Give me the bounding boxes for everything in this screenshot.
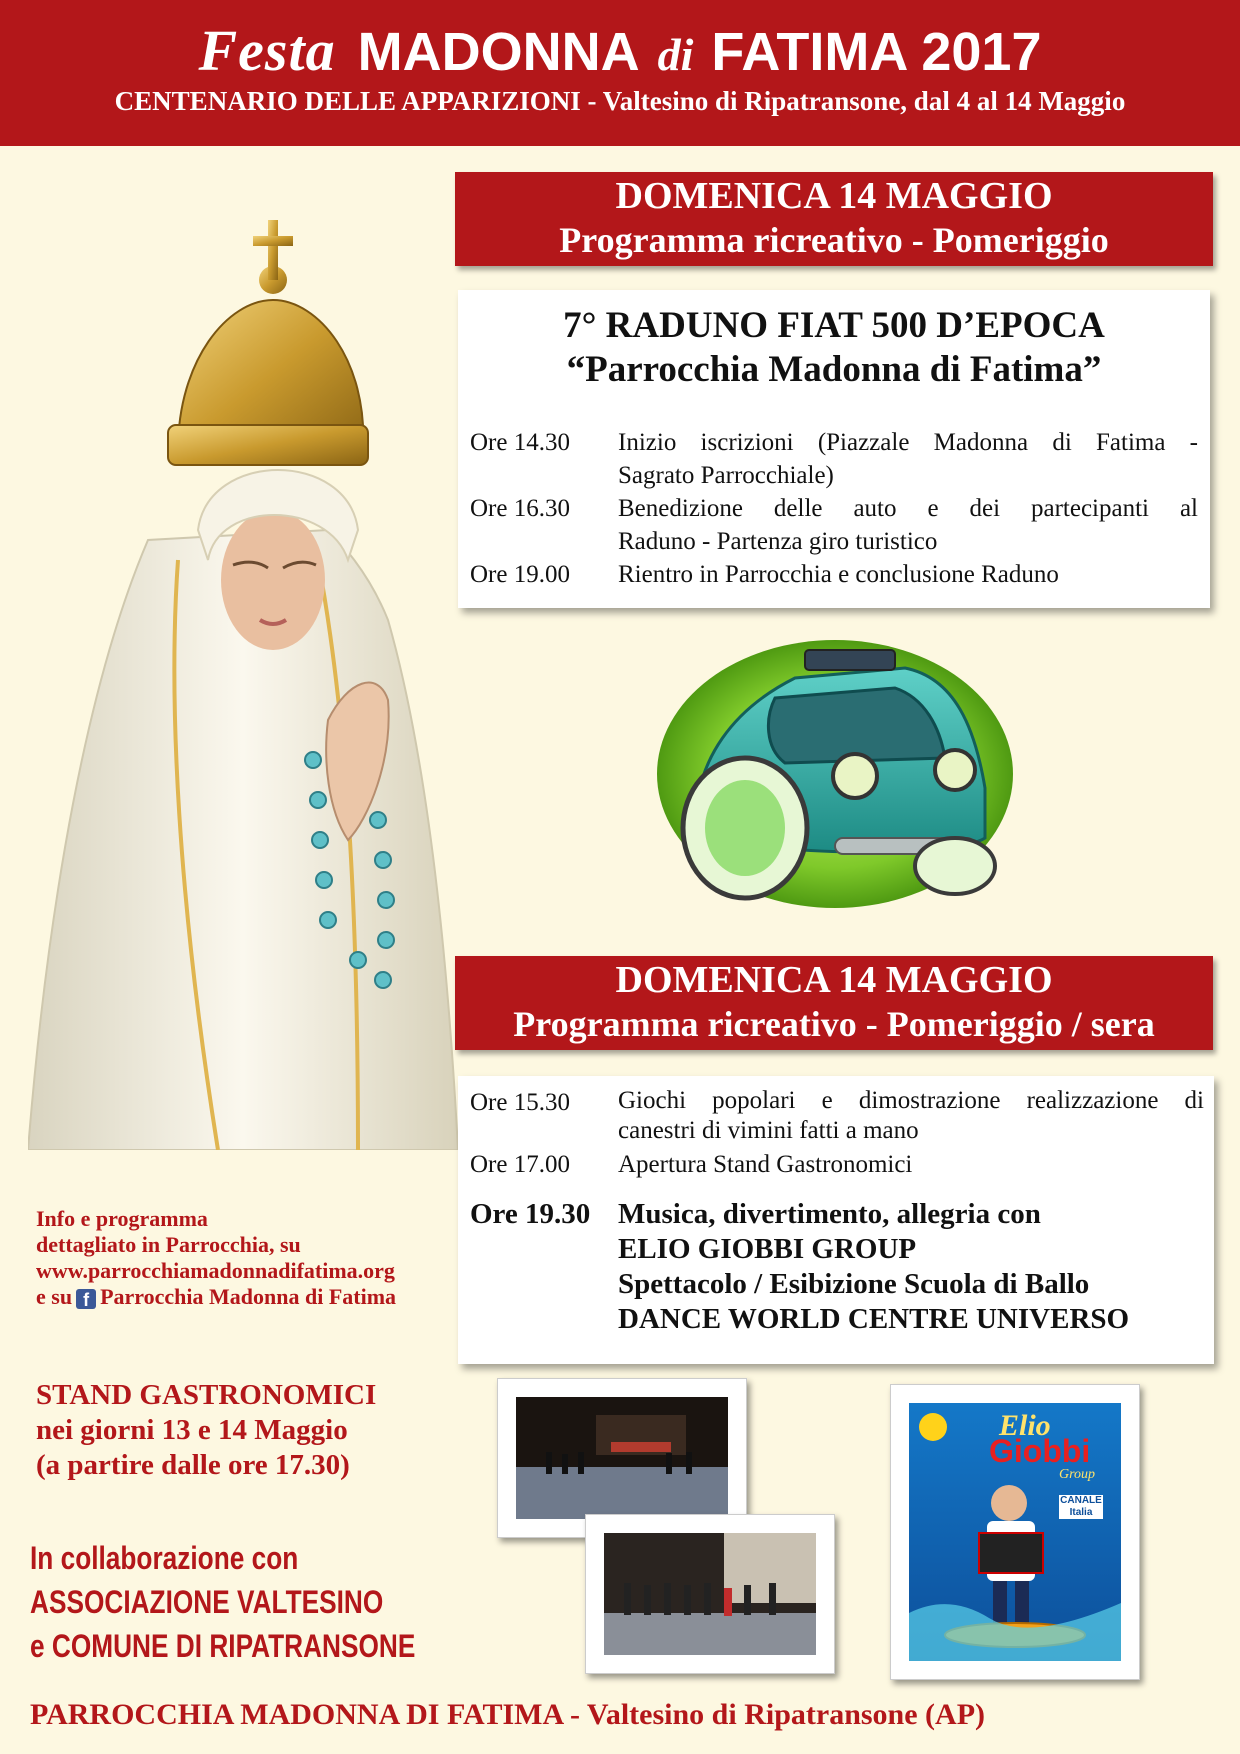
channel-line: CANALE — [1060, 1495, 1102, 1506]
schedule-row — [470, 1086, 1204, 1146]
facebook-page-link[interactable]: Parrocchia Madonna di Fatima — [100, 1284, 397, 1309]
poster-name-elio: Elio — [999, 1409, 1051, 1442]
stand-line: (a partire dalle ore 17.30) — [36, 1449, 350, 1481]
channel-line: Italia — [1069, 1507, 1093, 1518]
header-banner — [0, 0, 1240, 146]
poster-name-giobbi: Giobbi — [989, 1433, 1091, 1469]
schedule-time: Ore 16.30 — [470, 495, 570, 522]
info-line: Info e programma — [36, 1206, 208, 1231]
collab-line: ASSOCIAZIONE VALTESINO — [30, 1584, 384, 1620]
facebook-line — [36, 1284, 396, 1310]
schedule-time: Ore 15.30 — [470, 1089, 570, 1116]
section2-banner — [455, 956, 1213, 1050]
highlight-line: ELIO GIOBBI GROUP — [618, 1233, 917, 1265]
highlight-row — [470, 1197, 1204, 1337]
section1-banner — [455, 172, 1213, 266]
highlight-line: Spettacolo / Esibizione Scuola di Ballo — [618, 1268, 1090, 1300]
poster-image — [909, 1403, 1121, 1661]
header-subtitle: CENTENARIO DELLE APPARIZIONI - Valtesino di Ripatransone, dal 4 al 14 Maggio — [114, 86, 1126, 116]
schedule-desc — [618, 492, 1198, 558]
footer-text: PARROCCHIA MADONNA DI FATIMA - Valtesino di Ripatransone (AP) — [30, 1698, 986, 1731]
facebook-icon: f — [76, 1289, 96, 1309]
accordion-player-figure — [909, 1403, 1121, 1661]
title-fatima-year: FATIMA 2017 — [711, 22, 1042, 82]
schedule-desc-line: Raduno - Partenza giro turistico — [618, 528, 938, 555]
schedule-desc-line: Sagrato Parrocchiale) — [618, 462, 834, 489]
title-di: di — [657, 29, 694, 80]
schedule-desc: Rientro in Parrocchia e conclusione Raduno — [618, 561, 1059, 588]
poster-name-group: Group — [1059, 1467, 1096, 1482]
schedule-desc-line: Inizio iscrizioni (Piazzale Madonna di Fatima - — [618, 429, 1198, 456]
schedule-row — [470, 492, 1198, 558]
info-block — [36, 1206, 396, 1310]
stand-block — [36, 1378, 376, 1483]
collab-line: In collaborazione con — [30, 1540, 299, 1576]
schedule-desc-line: Benedizione delle auto e dei partecipanti al — [618, 495, 1198, 522]
section2-date: DOMENICA 14 MAGGIO — [615, 959, 1053, 1001]
schedule-time: Ore 14.30 — [470, 429, 570, 456]
schedule-desc-line: canestri di vimini fatti a mano — [618, 1117, 919, 1144]
stand-line: STAND GASTRONOMICI — [36, 1379, 377, 1411]
collab-line: e COMUNE DI RIPATRANSONE — [30, 1628, 416, 1664]
highlight-time: Ore 19.30 — [470, 1198, 591, 1230]
fiat-500-image — [655, 638, 1015, 910]
schedule-desc: Apertura Stand Gastronomici — [618, 1151, 913, 1178]
schedule-desc-line: Giochi popolari e dimostrazione realizzazione di — [618, 1087, 1204, 1114]
schedule-row — [470, 426, 1198, 492]
highlight-line: Musica, divertimento, allegria con — [618, 1198, 1041, 1230]
section1-program: Programma ricreativo - Pomeriggio — [559, 220, 1109, 260]
highlight-desc — [618, 1197, 1204, 1337]
title-festa: Festa — [198, 18, 336, 83]
schedule-desc — [618, 1086, 1204, 1146]
madonna-statue-image — [28, 200, 458, 1150]
section1-date: DOMENICA 14 MAGGIO — [615, 175, 1053, 217]
raduno-subtitle: “Parrocchia Madonna di Fatima” — [566, 349, 1102, 390]
highlight-line: DANCE WORLD CENTRE UNIVERSO — [618, 1303, 1130, 1335]
schedule-time: Ore 17.00 — [470, 1151, 570, 1178]
raduno-title: 7° RADUNO FIAT 500 D’EPOCA — [563, 305, 1105, 346]
dance-scene-image — [516, 1397, 728, 1519]
dance-photo-2 — [585, 1514, 835, 1674]
elio-giobbi-poster — [890, 1384, 1140, 1680]
schedule-row — [470, 1148, 1204, 1181]
website-link[interactable]: www.parrocchiamadonnadifatima.org — [36, 1258, 395, 1283]
evening-program-box — [458, 1076, 1214, 1364]
schedule-row — [470, 558, 1198, 591]
info-line: dettagliato in Parrocchia, su — [36, 1232, 301, 1257]
raduno-box — [458, 290, 1210, 608]
schedule-desc — [618, 426, 1198, 492]
stand-line: nei giorni 13 e 14 Maggio — [36, 1414, 348, 1446]
collaboration-block — [30, 1536, 415, 1668]
info-prefix: e su — [36, 1284, 73, 1309]
section2-program: Programma ricreativo - Pomeriggio / sera — [513, 1004, 1155, 1044]
dance-scene-image — [604, 1533, 816, 1655]
title-madonna: MADONNA — [357, 22, 640, 82]
schedule-time: Ore 19.00 — [470, 561, 570, 588]
